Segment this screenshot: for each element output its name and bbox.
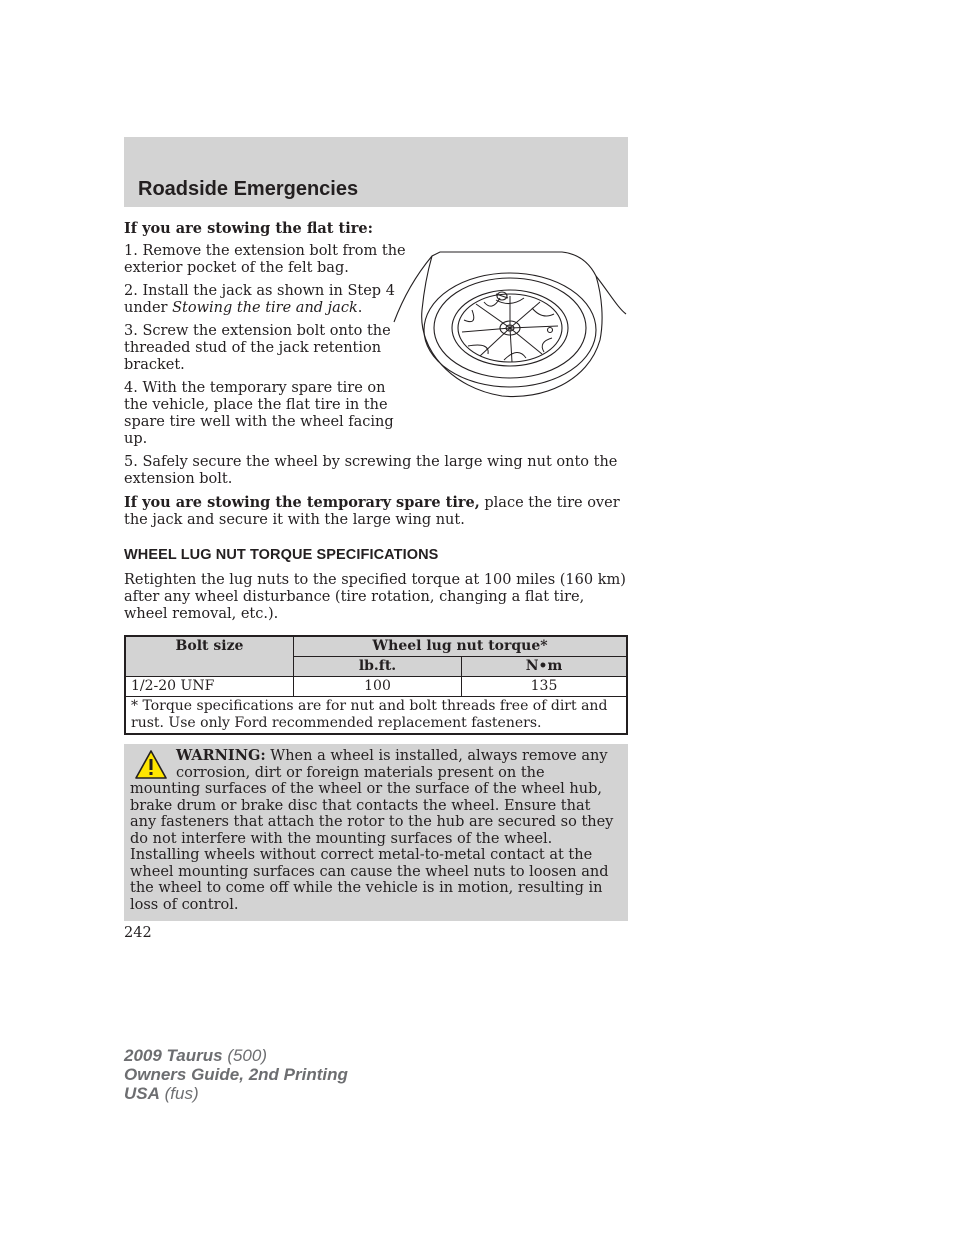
step-1: 1. Remove the extension bolt from the exterior pocket of the felt bag. [124, 243, 406, 276]
footer-market-code: (fus) [159, 1084, 199, 1103]
stowing-spare-text: place the tire over the jack and secure it with the large wing nut. [124, 495, 620, 528]
cell-lbft: 100 [294, 677, 462, 697]
torque-table [124, 635, 628, 735]
col-header-torque: Wheel lug nut torque* [294, 636, 628, 657]
warning-box [124, 744, 628, 921]
stowing-spare-paragraph [124, 494, 628, 529]
footer-guide: Owners Guide, 2nd Printing [124, 1065, 348, 1084]
col-header-lbft: lb.ft. [294, 657, 462, 677]
col-header-nm: N•m [462, 657, 628, 677]
table-footnote: * Torque specifications are for nut and bolt threads free of dirt and rust. Use only Ford recommended replacement fasteners. [125, 697, 627, 735]
stowing-flat-heading: If you are stowing the flat tire: [124, 220, 373, 237]
page-content [124, 220, 628, 921]
page-number: 242 [124, 925, 152, 941]
table-row [125, 677, 627, 697]
step-5: 5. Safely secure the wheel by screwing the large wing nut onto the extension bolt. [124, 454, 618, 487]
table-footnote-row [125, 697, 627, 735]
warning-text: When a wheel is installed, always remove any corrosion, dirt or foreign materials present on the mounting surfaces of the wheel or the surface of the wheel hub, brake drum or brake disc that contacts the wheel. Ensure that any fasteners that attach the rotor to the hub are secured so they do not interfere with the mounting surfaces of the wheel. Installing wheels without correct metal-to-metal contact at the wheel mounting surfaces can cause the wheel nuts to loosen and the wheel to come off while the vehicle is in motion, resulting in loss of control. [130, 748, 614, 913]
footer-market: USA [124, 1084, 160, 1103]
footer-model-code: (500) [222, 1046, 268, 1065]
col-header-bolt-size: Bolt size [125, 636, 294, 677]
step-2 [124, 283, 406, 317]
step-4: 4. With the temporary spare tire on the vehicle, place the flat tire in the spare tire well with the wheel facing up. [124, 380, 394, 447]
page-title: Roadside Emergencies [138, 178, 359, 200]
torque-intro: Retighten the lug nuts to the specified torque at 100 miles (160 km) after any wheel disturbance (tire rotation, changing a flat tire, wheel removal, etc.). [124, 572, 626, 622]
warning-label: WARNING: [176, 747, 266, 764]
step-3: 3. Screw the extension bolt onto the threaded stud of the jack retention bracket. [124, 323, 391, 373]
step-2-reference: Stowing the tire and jack [172, 300, 358, 316]
cell-nm: 135 [462, 677, 628, 697]
document-footer [124, 1046, 348, 1103]
stowing-spare-lead: If you are stowing the temporary spare tire, [124, 494, 480, 511]
cell-bolt-size: 1/2-20 UNF [125, 677, 294, 697]
torque-section-heading: WHEEL LUG NUT TORQUE SPECIFICATIONS [124, 547, 439, 563]
footer-model: 2009 Taurus [124, 1046, 223, 1065]
step-2-end: . [357, 300, 363, 316]
header-band [124, 137, 628, 207]
step-2-text: 2. Install the jack as shown in Step 4 under [124, 283, 395, 316]
warning-triangle-icon [134, 749, 168, 781]
